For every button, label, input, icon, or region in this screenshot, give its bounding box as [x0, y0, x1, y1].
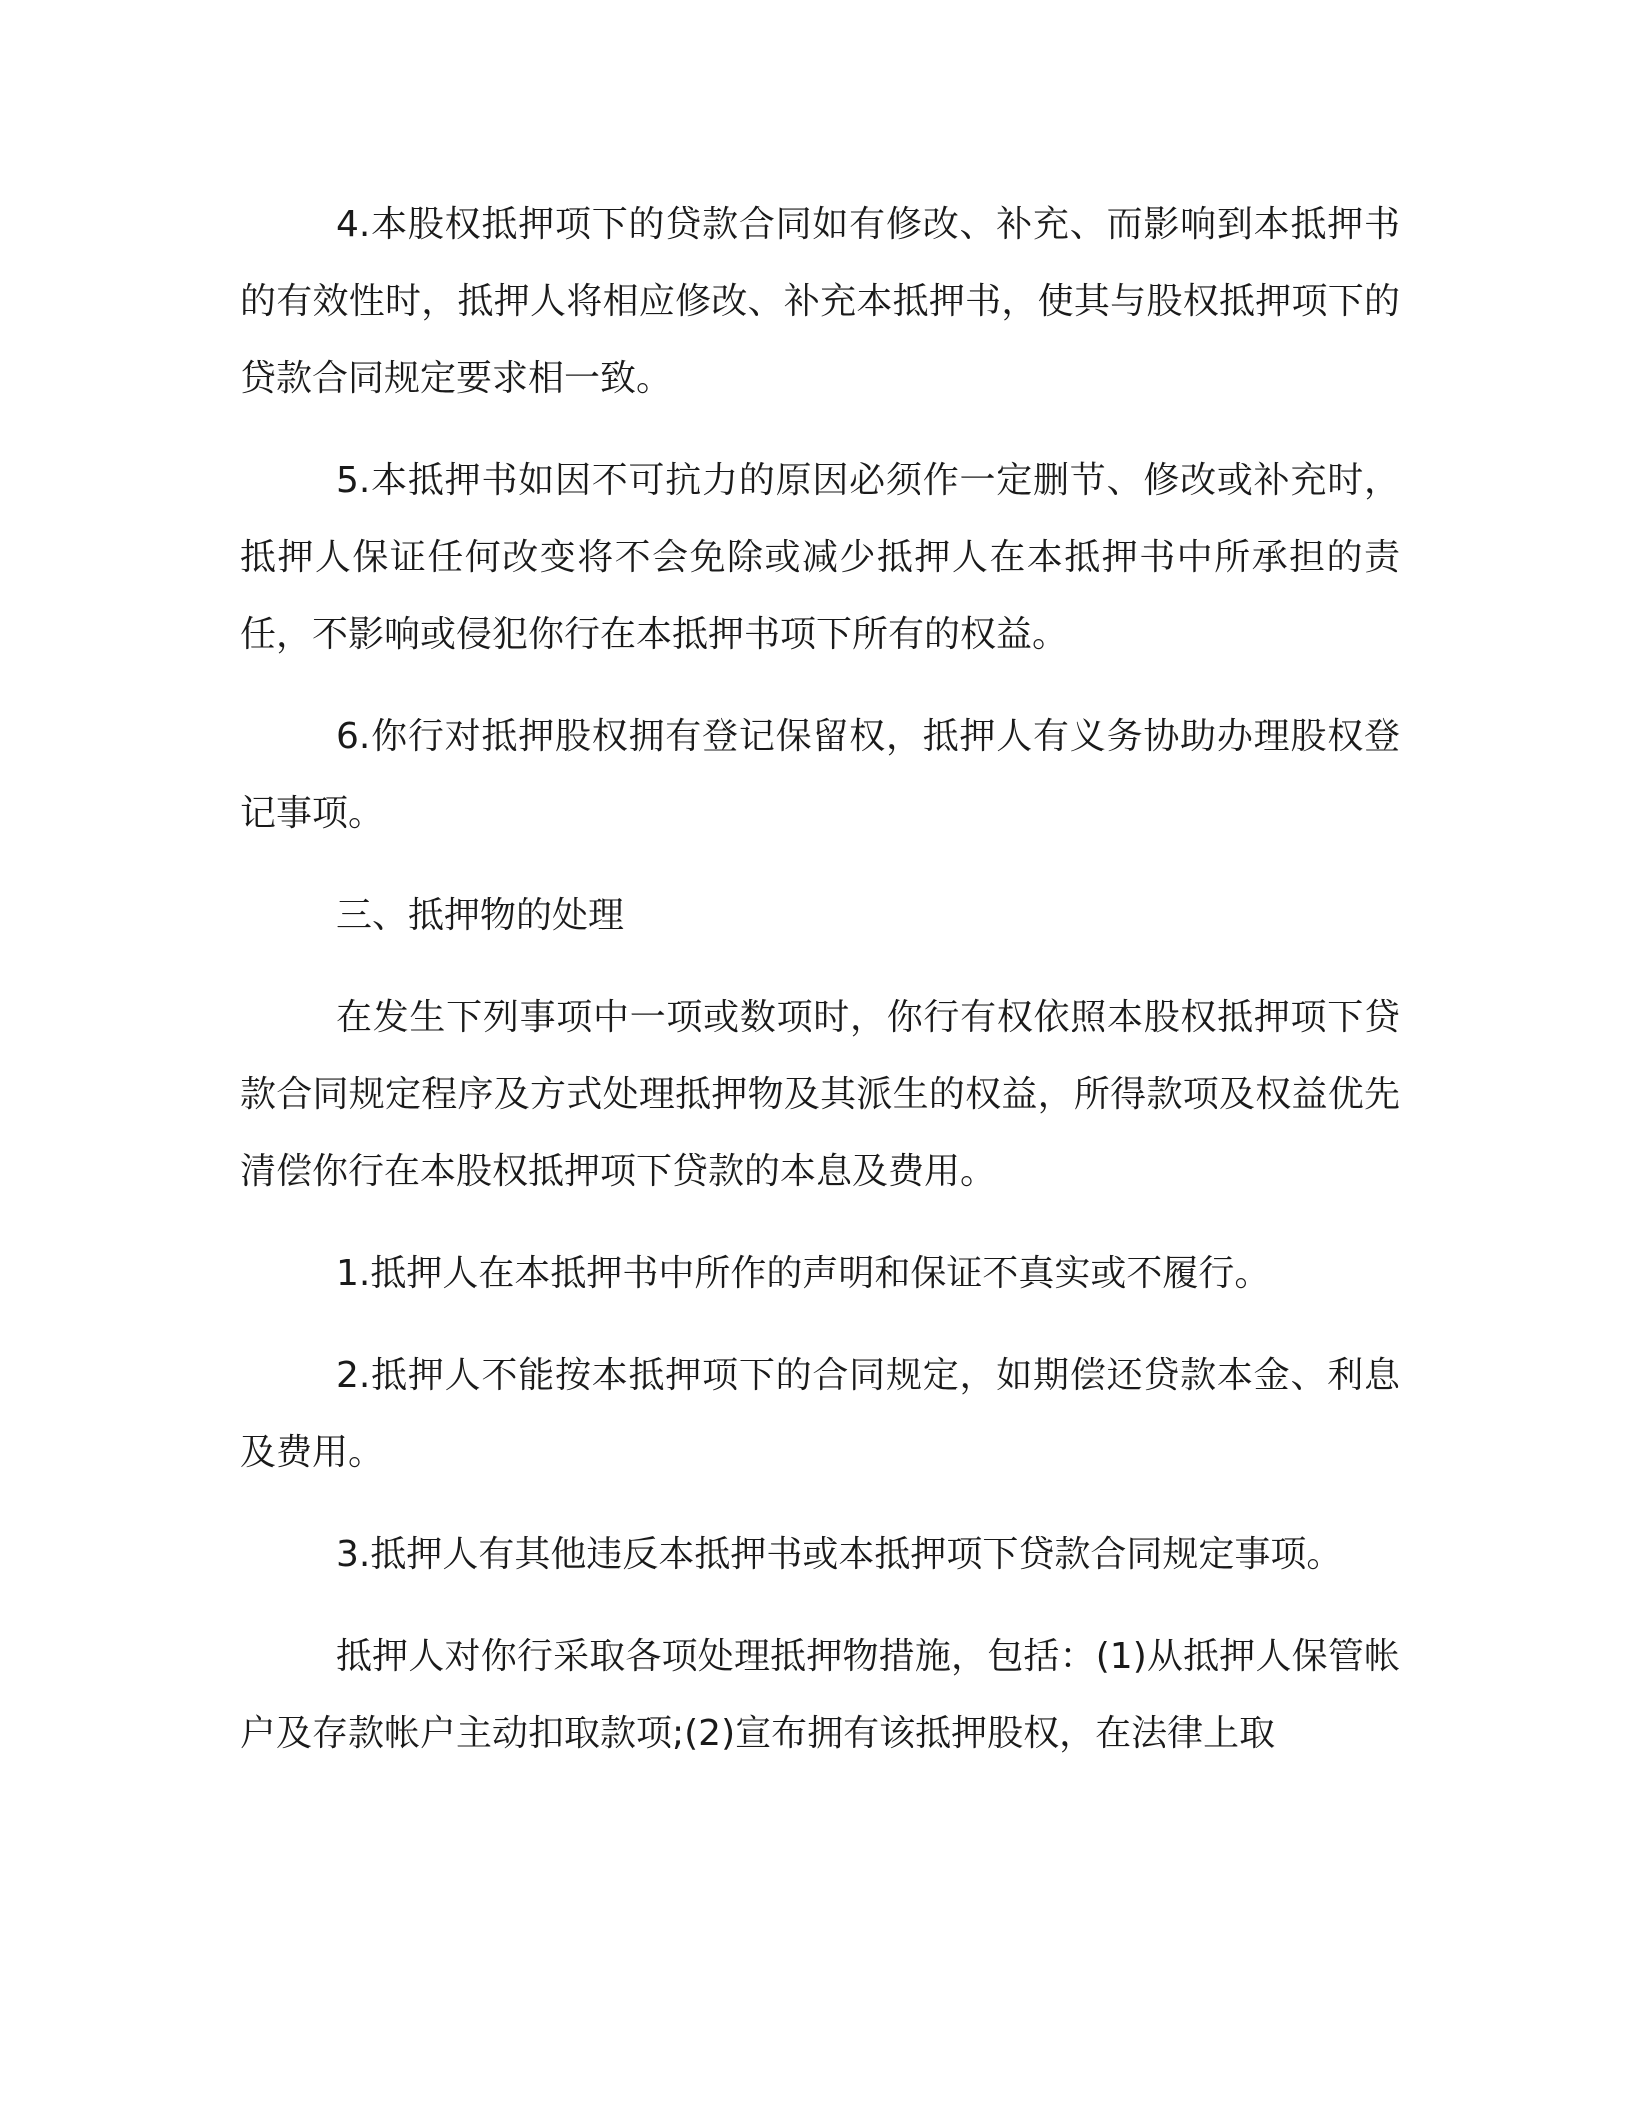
measures-paragraph: 抵押人对你行采取各项处理抵押物措施，包括：(1)从抵押人保管帐户及存款帐户主动扣取款项;(2)宣布拥有该抵押股权，在法律上取 [240, 1636, 1400, 1754]
item-2-paragraph: 2.抵押人不能按本抵押项下的合同规定，如期偿还贷款本金、利息及费用。 [240, 1355, 1400, 1473]
item-3-paragraph: 3.抵押人有其他违反本抵押书或本抵押项下贷款合同规定事项。 [336, 1534, 1343, 1575]
clause-6-paragraph: 6.你行对抵押股权拥有登记保留权，抵押人有义务协助办理股权登记事项。 [240, 716, 1400, 834]
item-1-paragraph: 1.抵押人在本抵押书中所作的声明和保证不真实或不履行。 [336, 1253, 1271, 1294]
document-body [240, 186, 1400, 1797]
clause-4-paragraph: 4.本股权抵押项下的贷款合同如有修改、补充、而影响到本抵押书的有效性时，抵押人将相应修改、补充本抵押书，使其与股权抵押项下的贷款合同规定要求相一致。 [240, 204, 1400, 399]
section-intro-paragraph: 在发生下列事项中一项或数项时，你行有权依照本股权抵押项下贷款合同规定程序及方式处理抵押物及其派生的权益，所得款项及权益优先清偿你行在本股权抵押项下贷款的本息及费用。 [240, 997, 1400, 1192]
clause-5-paragraph: 5.本抵押书如因不可抗力的原因必须作一定删节、修改或补充时，抵押人保证任何改变将不会免除或减少抵押人在本抵押书中所承担的责任，不影响或侵犯你行在本抵押书项下所有的权益。 [240, 460, 1400, 655]
section-heading: 三、抵押物的处理 [336, 895, 625, 936]
